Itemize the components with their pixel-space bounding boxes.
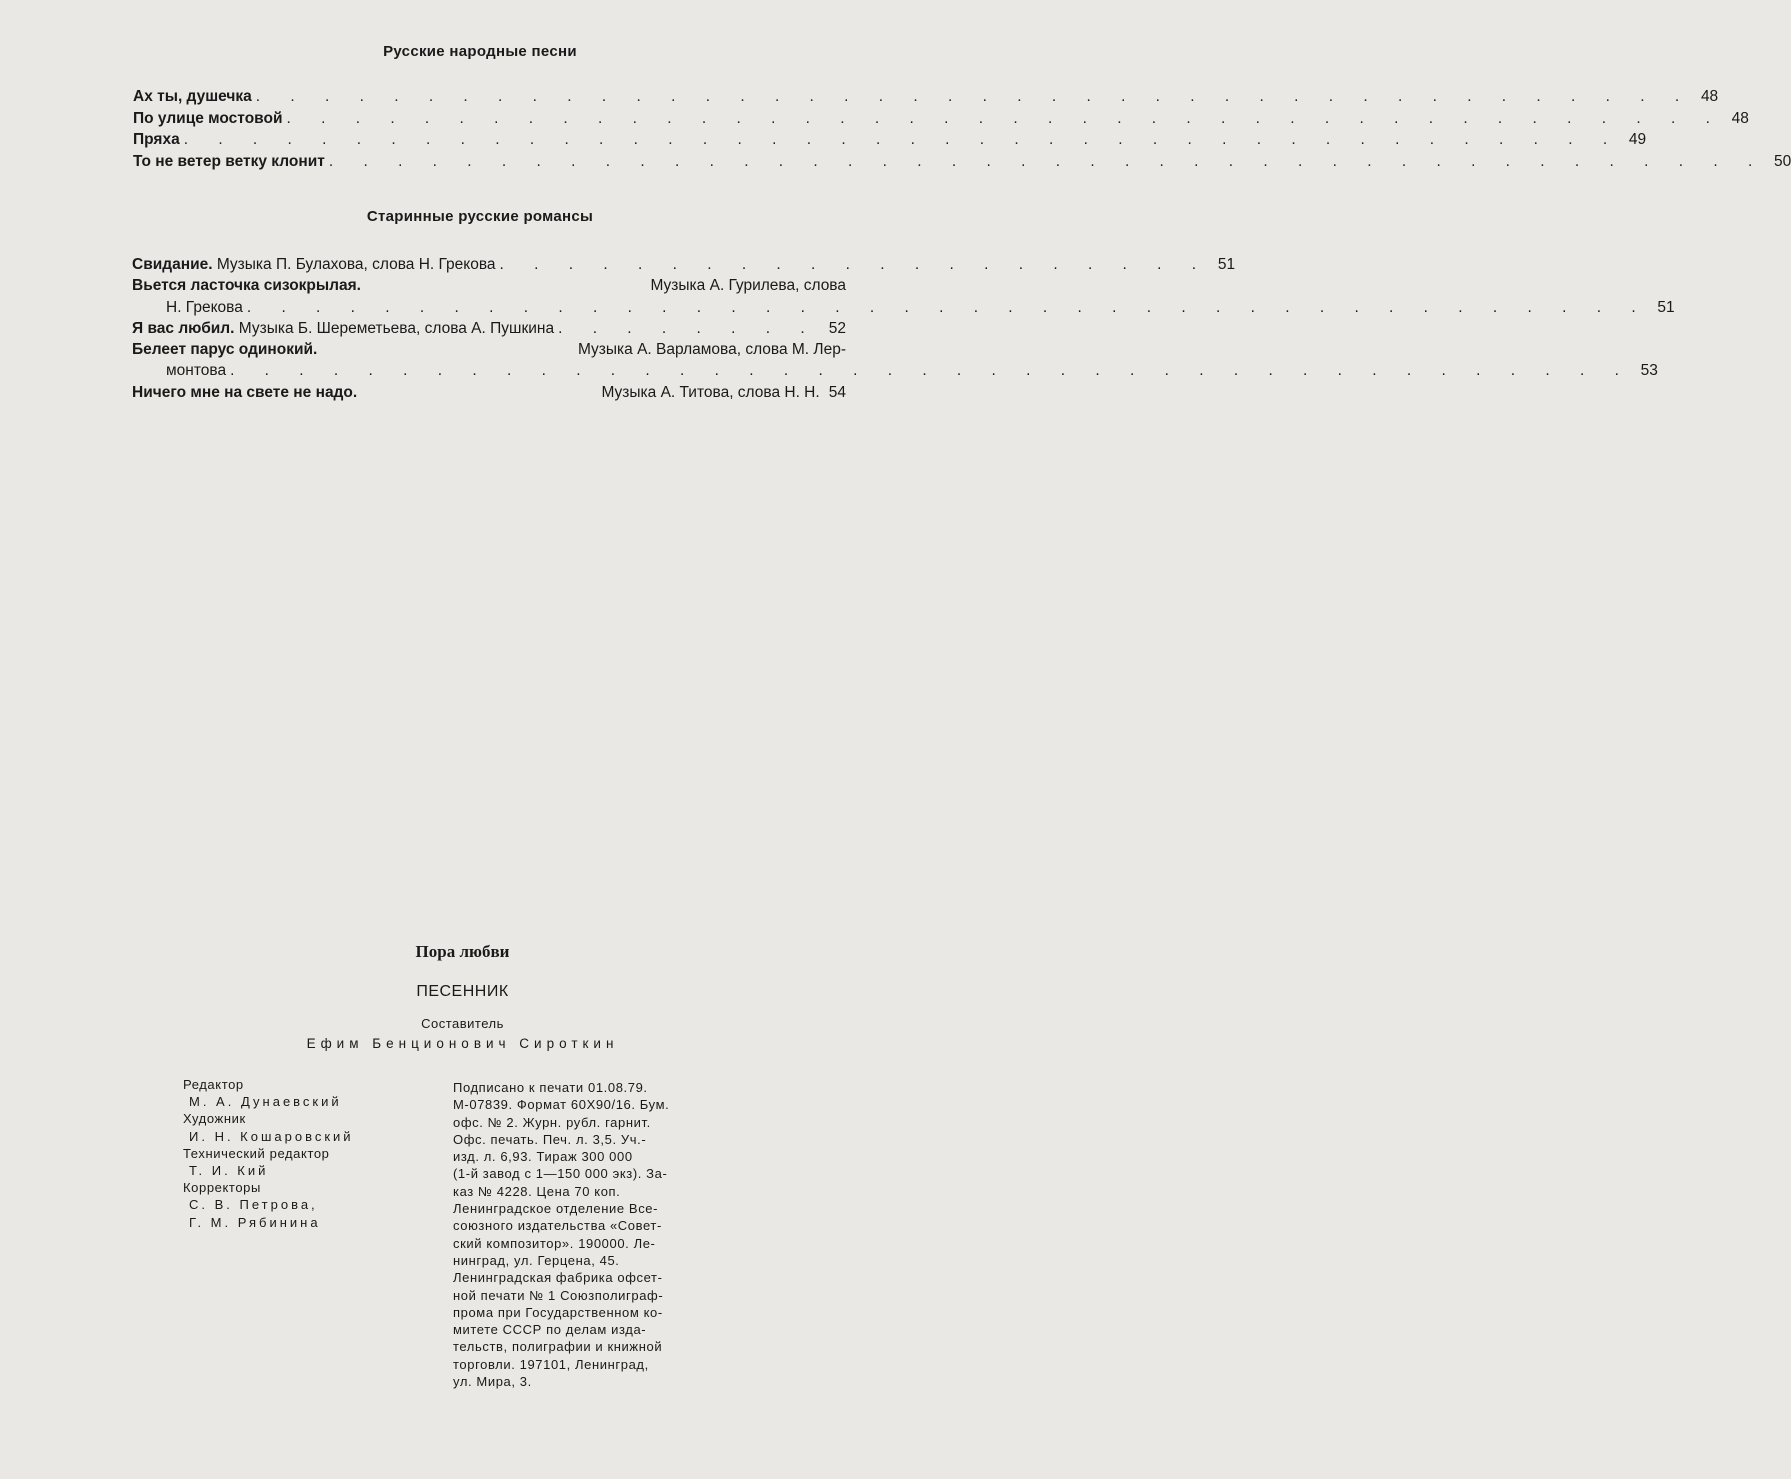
toc-entry-title: Пряха [133,131,180,148]
leader-dots: . . . . . . . . . . . . . . . . . . . . . . . . . . . . . . . . . . . . . . . . . . [183,131,1621,148]
romance-toc [132,254,1675,403]
toc-entry-credit: Музыка П. Булахова, слова Н. Грекова [216,256,496,273]
toc-entry-page: 48 [1700,88,1719,105]
toc-entry [133,108,1749,130]
credit-role: Художник [183,1111,246,1127]
toc-entry [132,382,846,403]
toc-entry [133,129,1647,151]
toc-entry-credit: монтова [166,362,227,380]
toc-entry-title: Вьется ласточка сизокрылая. [132,277,361,295]
book-title: Пора любви [415,942,510,961]
imprint-line: (1-й завод с 1—150 000 экз). За- [453,1166,668,1182]
leader-dots: . . . . . . . . . . . . . . . . . . . . . . . . . . . . . . . . . . . . . . . . . [246,298,1649,316]
toc-entry-credit: Музыка А. Гурилева, слова [650,277,846,295]
credit-person: С. В. Петрова, [189,1197,318,1213]
compiler-label: Составитель [421,1016,504,1031]
imprint-line: офс. № 2. Журн. рубл. гарнит. [453,1114,651,1130]
imprint-line: Ленинградская фабрика офсет- [453,1270,663,1286]
toc-entry [133,151,1791,173]
toc-entry-page: 50 [1774,152,1791,170]
imprint-line: изд. л. 6,93. Тираж 300 000 [453,1149,633,1165]
toc-entry-page: 48 [1731,109,1749,127]
imprint-line: каз № 4228. Цена 70 коп. [453,1183,621,1199]
toc-entry-page: 51 [1217,256,1236,273]
book-subtitle: ПЕСЕННИК [416,983,509,1000]
folk-toc [133,86,1791,172]
toc-entry [132,275,846,296]
romance-section-title: Старинные русские романсы [366,208,594,225]
toc-entry-credit: Музыка А. Варламова, слова М. Лер- [577,341,846,359]
toc-entry [132,318,846,339]
toc-entry-credit: Музыка А. Титова, слова Н. Н. [601,383,820,401]
toc-entry-title: Я вас любил. [132,319,235,337]
toc-entry-title: Ах ты, душечка [133,88,252,105]
leader-dots: . . . . . . . . [558,319,818,337]
toc-entry-page: 53 [1640,362,1658,380]
credit-person: М. А. Дунаевский [189,1094,342,1110]
imprint-line: Офс. печать. Печ. л. 3,5. Уч.- [453,1131,647,1147]
leader-dots: . . . . . . . . . . . . . . . . . . . . . . . . . . . . . . . . . . . . . . . . . [230,362,1632,380]
imprint-line: тельств, полиграфии и книжной [453,1339,663,1355]
leader-dots: . . . . . . . . . . . . . . . . . . . . . . . . . . . . . . . . . . . . . . . . . . [255,88,1693,105]
imprint-line: нинград, ул. Герцена, 45. [453,1252,620,1268]
folk-section-title: Русские народные песни [383,43,577,60]
toc-entry [132,339,846,360]
imprint-line: союзного издательства «Совет- [453,1218,662,1234]
credit-person: Т. И. Кий [189,1163,269,1179]
credit-person: И. Н. Кошаровский [189,1128,354,1144]
toc-entry-credit: Музыка Б. Шереметьева, слова А. Пушкина [238,319,555,337]
staff-credits [183,1076,443,1231]
toc-entry-page: 52 [828,319,846,337]
toc-entry-page: 49 [1628,131,1647,148]
credit-role: Редактор [183,1077,244,1092]
credit-role: Корректоры [183,1180,261,1196]
credit-role: Технический редактор [183,1145,330,1161]
credit-person: Г. М. Рябинина [189,1214,321,1230]
toc-entry-title: Белеет парус одинокий. [132,341,318,359]
toc-entry-continuation [132,360,1658,381]
toc-entry-title: Свидание. [132,256,213,273]
toc-entry-page: 51 [1657,298,1675,316]
imprint-line: ул. Мира, 3. [453,1374,532,1390]
imprint-line: торговли. 197101, Ленинград, [453,1356,649,1372]
imprint-line: Ленинградское отделение Все- [453,1201,659,1217]
toc-entry-credit: Н. Грекова [166,298,243,316]
leader-dots: . . . . . . . . . . . . . . . . . . . . . . . . . . . . . . . . . . . . . . . . . . [286,109,1723,127]
toc-entry [132,254,1236,275]
imprint-line: митете СССР по делам изда- [453,1322,647,1338]
toc-entry-continuation [132,297,1675,318]
toc-entry-title: По улице мостовой [133,109,283,127]
toc-entry-title: Ничего мне на свете не надо. [132,383,358,401]
imprint-line: М-07839. Формат 60Х90/16. Бум. [453,1097,670,1113]
leader-dots: . . . . . . . . . . . . . . . . . . . . . [499,256,1210,273]
imprint-line: ной печати № 1 Союзполиграф- [453,1287,664,1303]
imprint-line: ский композитор». 190000. Ле- [453,1235,656,1251]
imprint-block [453,1079,753,1390]
toc-entry-page: 54 [828,383,846,401]
leader-dots: . . . . . . . . . . . . . . . . . . . . . . . . . . . . . . . . . . . . . . . . . . [328,152,1766,170]
compiler-name: Ефим Бенционович Сироткин [306,1036,619,1051]
toc-entry [133,86,1719,108]
imprint-line: Подписано к печати 01.08.79. [453,1080,648,1095]
imprint-line: прома при Государственном ко- [453,1304,663,1320]
toc-entry-title: То не ветер ветку клонит [133,152,325,170]
